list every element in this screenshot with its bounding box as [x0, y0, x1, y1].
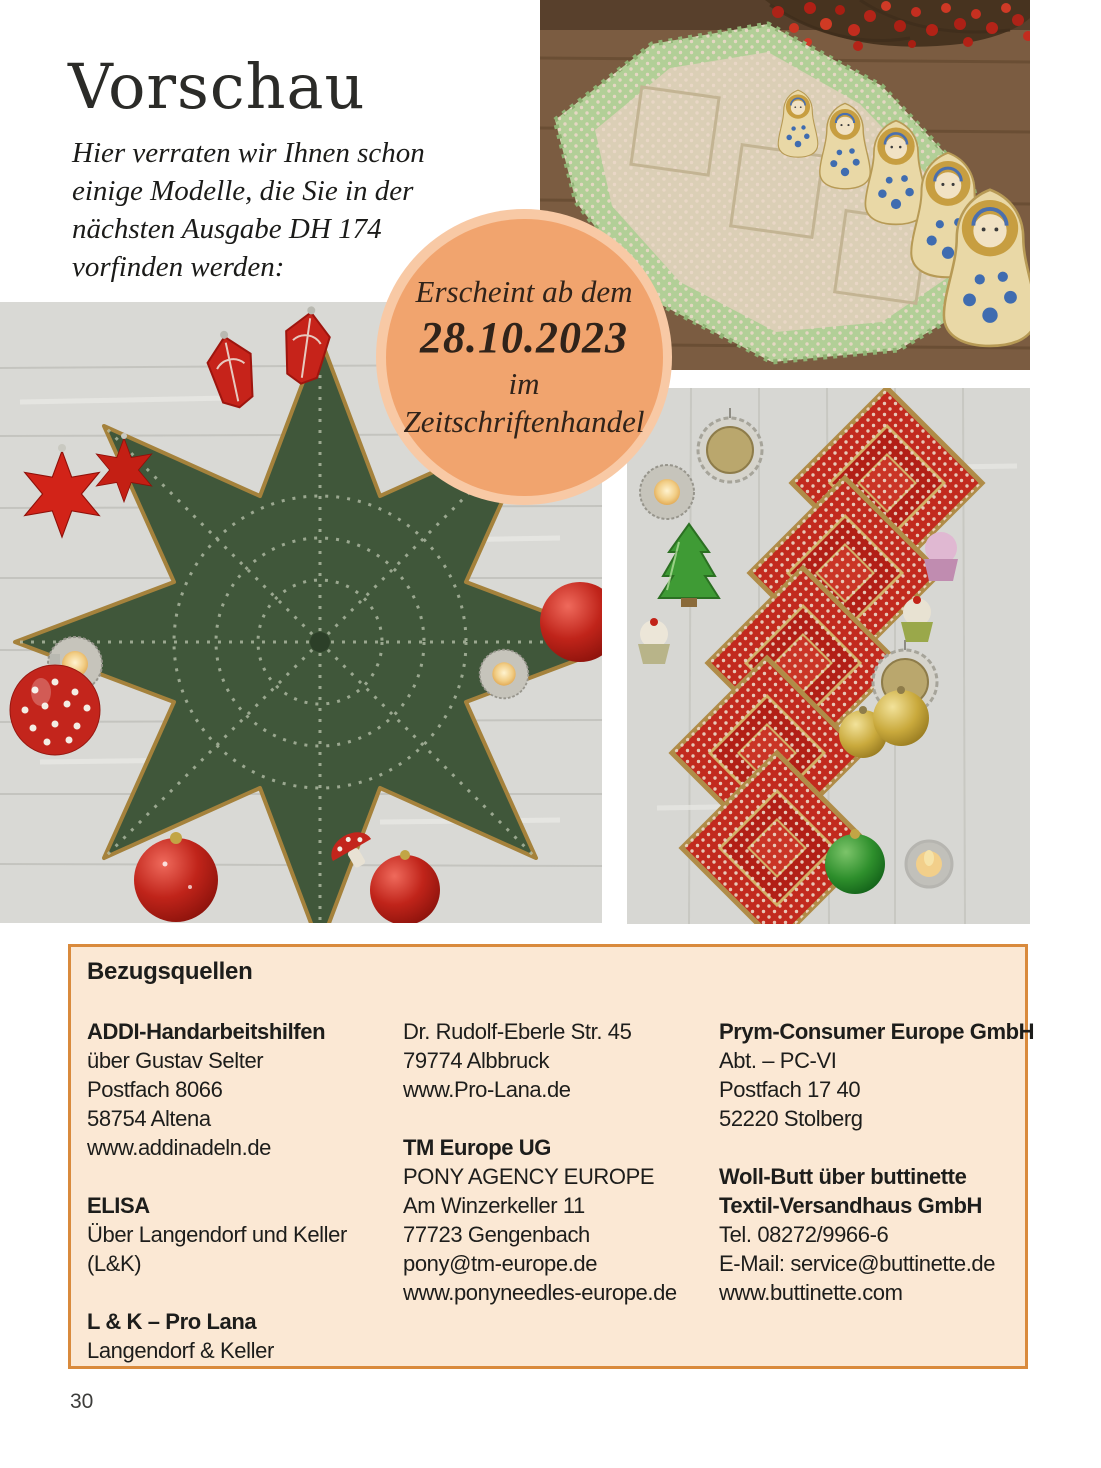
intro-line: Hier verraten wir Ihnen schon	[72, 137, 425, 169]
source-line: Abt. – PC-VI	[719, 1048, 837, 1073]
source-line: Postfach 8066	[87, 1077, 223, 1102]
source-line: 79774 Albbruck	[403, 1048, 550, 1073]
intro-line: vorfinden werden:	[72, 251, 285, 283]
source-name: Woll-Butt über buttinette	[719, 1164, 967, 1189]
release-badge-inner	[386, 219, 663, 496]
source-line: Am Winzerkeller 11	[403, 1193, 585, 1218]
source-name: ELISA	[87, 1193, 150, 1218]
intro-line: einige Modelle, die Sie in der	[72, 175, 414, 207]
source-line: Postfach 17 40	[719, 1077, 861, 1102]
source-name: Prym-Consumer Europe GmbH	[719, 1019, 1035, 1044]
sources-column-1	[87, 1017, 403, 1394]
source-line: über Gustav Selter	[87, 1048, 264, 1073]
source-line: PONY AGENCY EUROPE	[403, 1164, 655, 1189]
intro-text	[72, 134, 432, 286]
source-line: www.addinadeln.de	[87, 1135, 272, 1160]
source-line: 58754 Altena	[87, 1106, 211, 1131]
sources-box-title: Bezugsquellen	[87, 958, 253, 985]
sources-box	[68, 944, 1035, 1369]
source-line: 52220 Stolberg	[719, 1106, 863, 1131]
intro-line: nächsten Ausgabe DH 174	[72, 213, 382, 245]
source-line: Langendorf & Keller	[87, 1338, 274, 1363]
page-title: Vorschau	[68, 50, 366, 123]
source-line: www.buttinette.com	[719, 1280, 903, 1305]
source-name: Textil-Versandhaus GmbH	[719, 1193, 983, 1218]
sources-column-3	[719, 1017, 1035, 1394]
sources-column-2	[403, 1017, 719, 1394]
release-date: 28.10.2023	[420, 313, 628, 362]
source-line: www.Pro-Lana.de	[403, 1077, 571, 1102]
release-badge-top-line: Erscheint ab dem	[415, 274, 633, 309]
source-entry	[87, 1307, 403, 1365]
source-entry	[403, 1017, 719, 1104]
source-entry	[719, 1017, 1035, 1133]
source-entry	[403, 1133, 719, 1307]
source-entry	[87, 1191, 403, 1278]
candle-holder	[906, 841, 952, 887]
sources-columns	[87, 1017, 1035, 1394]
source-line: 77723 Gengenbach	[403, 1222, 590, 1247]
source-name: ADDI-Handarbeitshilfen	[87, 1019, 326, 1044]
source-line: Dr. Rudolf-Eberle Str. 45	[403, 1019, 632, 1044]
tea-light	[640, 465, 694, 519]
source-line: www.ponyneedles-europe.de	[403, 1280, 677, 1305]
source-name: TM Europe UG	[403, 1135, 551, 1160]
source-line: Über Langendorf und Keller	[87, 1222, 347, 1247]
source-line: (L&K)	[87, 1251, 142, 1276]
release-badge-bottom-line: im Zeitschriftenhandel	[403, 366, 645, 439]
release-badge	[376, 209, 672, 505]
page-number: 30	[70, 1390, 94, 1413]
photo-red-runner	[627, 388, 1030, 924]
source-entry	[719, 1162, 1035, 1307]
source-line: E-Mail: service@buttinette.de	[719, 1251, 996, 1276]
source-entry	[87, 1017, 403, 1162]
source-line: pony@tm-europe.de	[403, 1251, 598, 1276]
source-line: Tel. 08272/9966-6	[719, 1222, 889, 1247]
source-name: L & K – Pro Lana	[87, 1309, 257, 1334]
